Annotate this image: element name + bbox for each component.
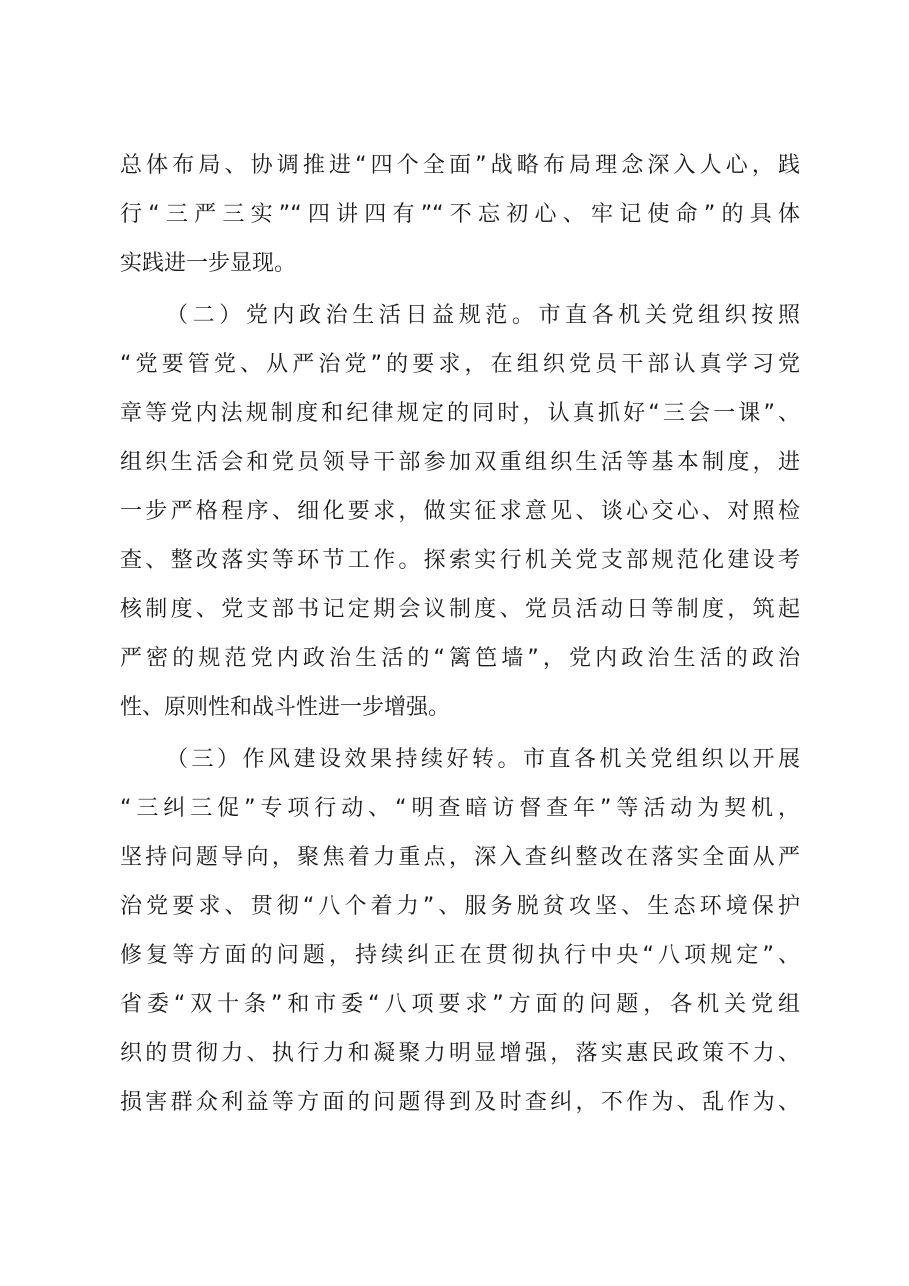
- text-line: 坚持问题导向，聚焦着力重点，深入查纠整改在落实全面从严: [120, 845, 800, 870]
- text-line: 章等党内法规制度和纪律规定的同时，认真抓好“三会一课”、: [120, 401, 800, 426]
- text-line: 省委“双十条”和市委“八项要求”方面的问题，各机关党组: [120, 992, 800, 1017]
- text-line: 总体布局、协调推进“四个全面”战略布局理念深入人心，践: [120, 153, 800, 178]
- text-line: 性、原则性和战斗性进一步增强。: [120, 695, 451, 720]
- text-line: 修复等方面的问题，持续纠正在贯彻执行中央“八项规定”、: [120, 943, 800, 968]
- text-line: 查、整改落实等环节工作。探索实行机关党支部规范化建设考: [120, 548, 800, 573]
- paragraph: [120, 735, 800, 1127]
- section-heading-line: （三）作风建设效果持续好转。市直各机关党组织以开展: [166, 747, 800, 772]
- text-line: 损害群众利益等方面的问题得到及时查纠，不作为、乱作为、: [120, 1090, 800, 1115]
- document-body: [120, 141, 800, 1127]
- paragraph: [120, 291, 800, 732]
- text-line: 严密的规范党内政治生活的“篱笆墙”，党内政治生活的政治: [120, 646, 800, 671]
- paragraph: [120, 141, 800, 288]
- text-line: “党要管党、从严治党”的要求，在组织党员干部认真学习党: [120, 352, 800, 377]
- text-line: 一步严格程序、细化要求，做实征求意见、谈心交心、对照检: [120, 499, 800, 524]
- section-heading-line: （二）党内政治生活日益规范。市直各机关党组织按照: [166, 303, 800, 328]
- text-line: 核制度、党支部书记定期会议制度、党员活动日等制度，筑起: [120, 597, 800, 622]
- text-line: 实践进一步显现。: [120, 251, 297, 276]
- text-line: 治党要求、贯彻“八个着力”、服务脱贫攻坚、生态环境保护: [120, 894, 800, 919]
- text-line: 织的贯彻力、执行力和凝聚力明显增强，落实惠民政策不力、: [120, 1041, 800, 1066]
- text-line: 组织生活会和党员领导干部参加双重组织生活等基本制度，进: [120, 450, 800, 475]
- text-line: 行“三严三实”“四讲四有”“不忘初心、牢记使命”的具体: [120, 202, 800, 227]
- text-line: “三纠三促”专项行动、“明查暗访督查年”等活动为契机，: [120, 796, 800, 821]
